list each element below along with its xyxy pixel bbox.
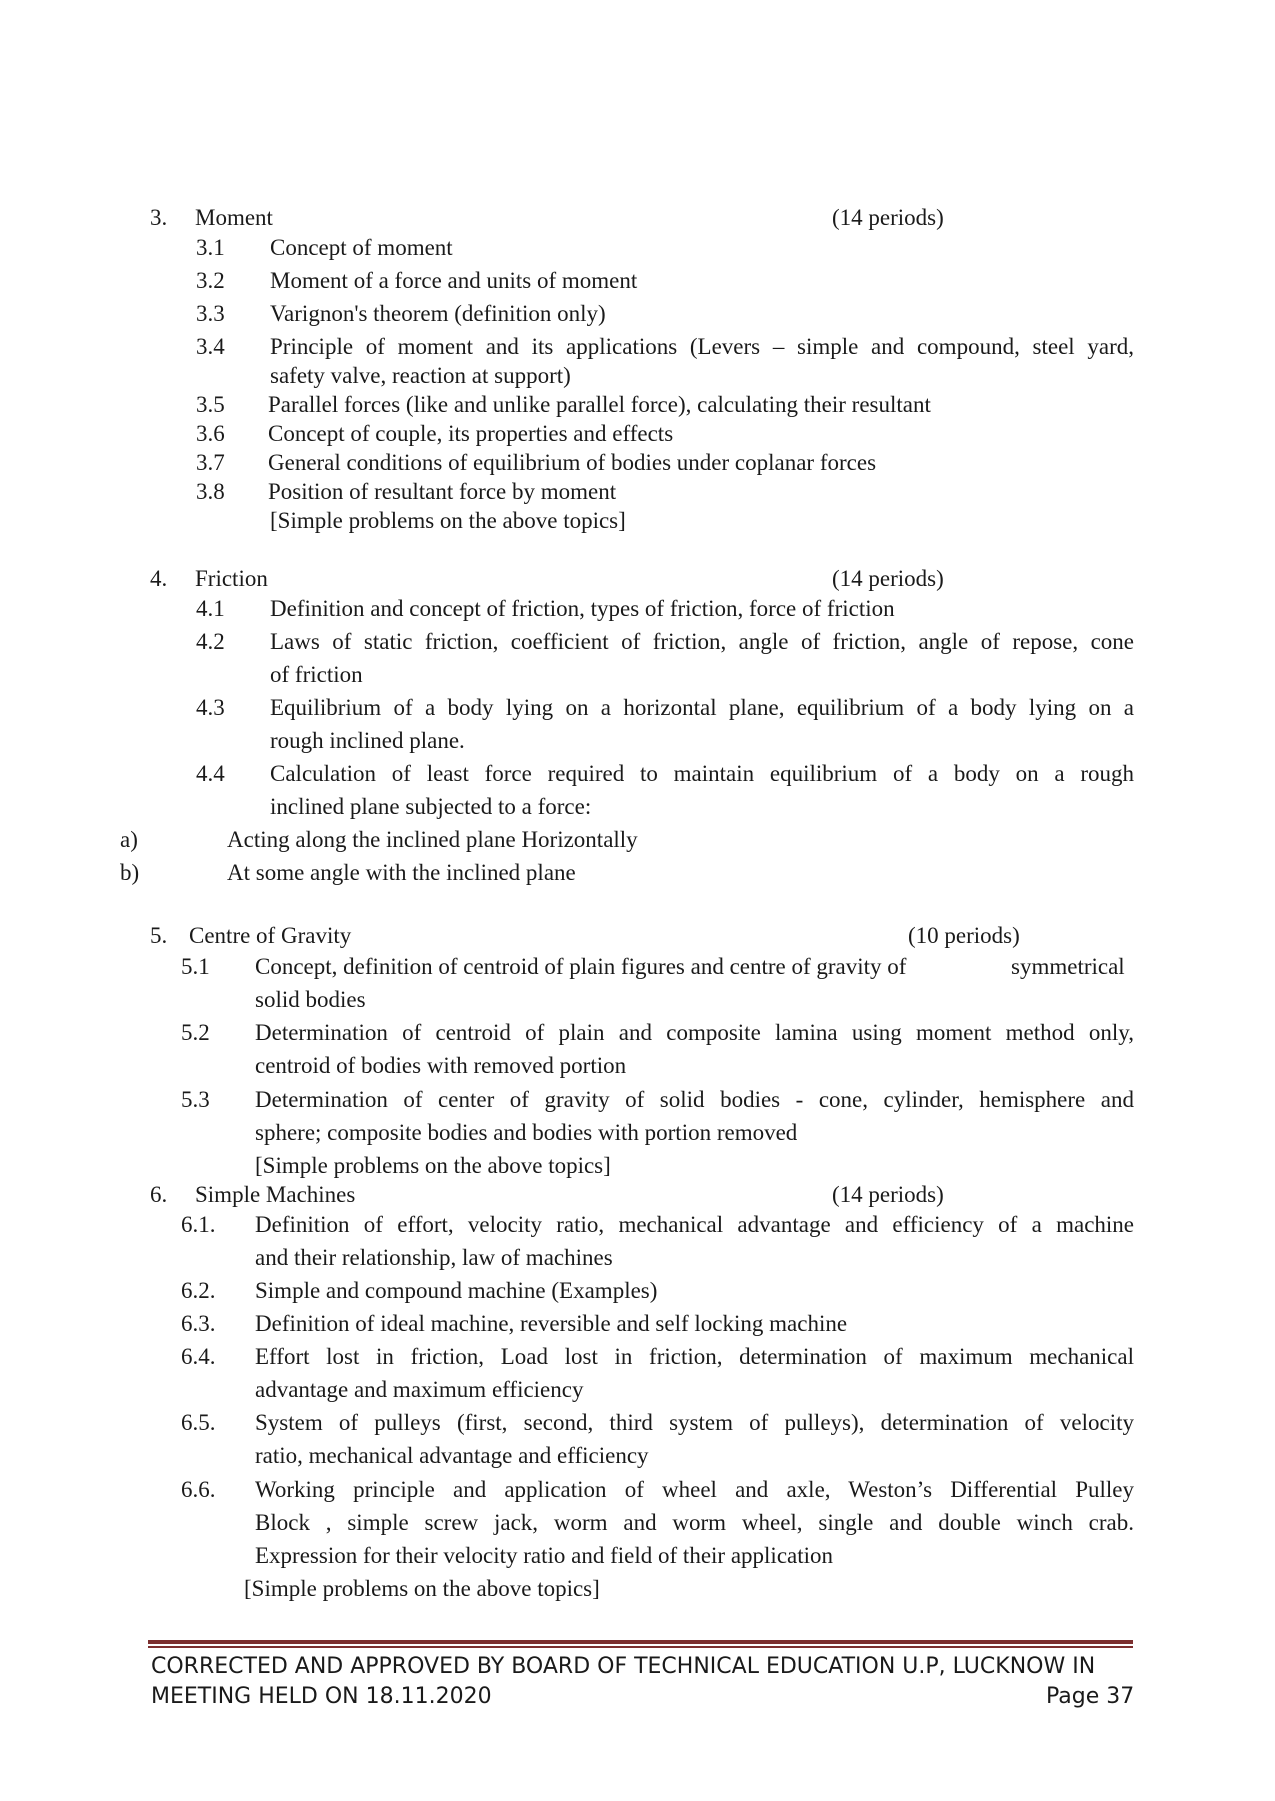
item-5-3-line1: Determination of center of gravity of solid bodies - cone, cylinder, hemisphere and [255, 1087, 1134, 1112]
item-6-6-number: 6.6. [181, 1477, 216, 1502]
section-5-title: Centre of Gravity [189, 923, 352, 948]
subitem-a-label: a) [120, 827, 138, 852]
item-3-4-number: 3.4 [196, 334, 225, 359]
section-4-title: Friction [195, 566, 268, 591]
item-4-4-line2: inclined plane subjected to a force: [270, 794, 592, 819]
section-5-periods: (10 periods) [908, 923, 1020, 948]
item-3-2-text: Moment of a force and units of moment [270, 268, 638, 293]
item-4-2-line1: Laws of static friction, coefficient of friction, angle of friction, angle of repose, cone [270, 629, 1134, 654]
item-5-2-line2: centroid of bodies with removed portion [255, 1053, 627, 1078]
item-4-4-line1: Calculation of least force required to maintain equilibrium of a body on a rough [270, 761, 1134, 786]
item-3-1-number: 3.1 [196, 235, 225, 260]
section-5-note: [Simple problems on the above topics] [255, 1153, 611, 1178]
footer-page-number: Page 37 [1046, 1684, 1135, 1709]
section-6-number: 6. [150, 1182, 168, 1207]
item-4-3-line1: Equilibrium of a body lying on a horizontal plane, equilibrium of a body lying on a [270, 695, 1134, 720]
item-6-5-line1: System of pulleys (first, second, third system of pulleys), determination of velocity [255, 1410, 1134, 1435]
item-6-5-line2: ratio, mechanical advantage and efficiency [255, 1443, 649, 1468]
section-4-periods: (14 periods) [832, 566, 944, 591]
section-3-number: 3. [150, 205, 168, 230]
footer-rule-thick [148, 1640, 1133, 1644]
item-4-2-line2: of friction [270, 662, 363, 687]
item-6-2-number: 6.2. [181, 1278, 216, 1303]
section-6-note: [Simple problems on the above topics] [244, 1576, 600, 1601]
item-4-3-number: 4.3 [196, 695, 225, 720]
item-3-2-number: 3.2 [196, 268, 225, 293]
item-4-1-number: 4.1 [196, 596, 225, 621]
item-3-4-line1: Principle of moment and its applications (Levers – simple and compound, steel yard, [270, 334, 1134, 359]
item-3-5-number: 3.5 [196, 392, 225, 417]
item-3-3-number: 3.3 [196, 301, 225, 326]
item-3-8-text: Position of resultant force by moment [268, 479, 617, 504]
subitem-b-text: At some angle with the inclined plane [227, 860, 576, 885]
subitem-b-label: b) [120, 860, 140, 885]
item-5-2-line1: Determination of centroid of plain and composite lamina using moment method only, [255, 1020, 1134, 1045]
item-3-8-number: 3.8 [196, 479, 225, 504]
item-5-1-line1b: symmetrical [1011, 954, 1125, 979]
item-3-7-number: 3.7 [196, 450, 225, 475]
item-6-1-line2: and their relationship, law of machines [255, 1245, 613, 1270]
footer-rule-thin [148, 1646, 1133, 1648]
item-4-4-number: 4.4 [196, 761, 225, 786]
item-6-5-number: 6.5. [181, 1410, 216, 1435]
section-4-number: 4. [150, 566, 168, 591]
section-5-number: 5. [150, 923, 168, 948]
item-5-1-line2: solid bodies [255, 987, 366, 1012]
item-6-3-number: 6.3. [181, 1311, 216, 1336]
item-3-4-line2: safety valve, reaction at support) [270, 363, 571, 388]
item-4-2-number: 4.2 [196, 629, 225, 654]
item-6-6-line2: Block , simple screw jack, worm and worm wheel, single and double winch crab. [255, 1510, 1134, 1535]
item-3-3-text: Varignon's theorem (definition only) [270, 301, 606, 326]
section-3-title: Moment [195, 205, 273, 230]
item-6-1-number: 6.1. [181, 1212, 216, 1237]
item-6-1-line1: Definition of effort, velocity ratio, mechanical advantage and efficiency of a machine [255, 1212, 1134, 1237]
footer-line2: MEETING HELD ON 18.11.2020 [151, 1684, 492, 1709]
section-3-periods: (14 periods) [832, 205, 944, 230]
item-3-7-text: General conditions of equilibrium of bodies under coplanar forces [268, 450, 877, 475]
section-3-note: [Simple problems on the above topics] [270, 508, 626, 533]
item-5-3-number: 5.3 [181, 1087, 210, 1112]
item-5-3-line2: sphere; composite bodies and bodies with portion removed [255, 1120, 798, 1145]
item-6-6-line3: Expression for their velocity ratio and field of their application [255, 1543, 834, 1568]
item-5-2-number: 5.2 [181, 1020, 210, 1045]
item-6-4-line2: advantage and maximum efficiency [255, 1377, 584, 1402]
footer-line1: CORRECTED AND APPROVED BY BOARD OF TECHNICAL EDUCATION U.P, LUCKNOW IN [151, 1654, 1096, 1679]
item-6-2-text: Simple and compound machine (Examples) [255, 1278, 658, 1303]
item-3-1-text: Concept of moment [270, 235, 453, 260]
item-5-1-line1a: Concept, definition of centroid of plain figures and centre of gravity of [255, 954, 907, 979]
item-4-3-line2: rough inclined plane. [270, 728, 465, 753]
item-6-4-line1: Effort lost in friction, Load lost in friction, determination of maximum mechanical [255, 1344, 1134, 1369]
item-3-6-text: Concept of couple, its properties and effects [268, 421, 674, 446]
item-5-1-number: 5.1 [181, 954, 210, 979]
section-6-periods: (14 periods) [832, 1182, 944, 1207]
item-6-3-text: Definition of ideal machine, reversible and self locking machine [255, 1311, 848, 1336]
item-3-5-text: Parallel forces (like and unlike parallel force), calculating their resultant [268, 392, 931, 417]
item-3-6-number: 3.6 [196, 421, 225, 446]
item-6-4-number: 6.4. [181, 1344, 216, 1369]
subitem-a-text: Acting along the inclined plane Horizontally [227, 827, 638, 852]
section-6-title: Simple Machines [195, 1182, 356, 1207]
item-6-6-line1: Working principle and application of wheel and axle, Weston’s Differential Pulley [255, 1477, 1134, 1502]
item-4-1-text: Definition and concept of friction, types of friction, force of friction [270, 596, 895, 621]
